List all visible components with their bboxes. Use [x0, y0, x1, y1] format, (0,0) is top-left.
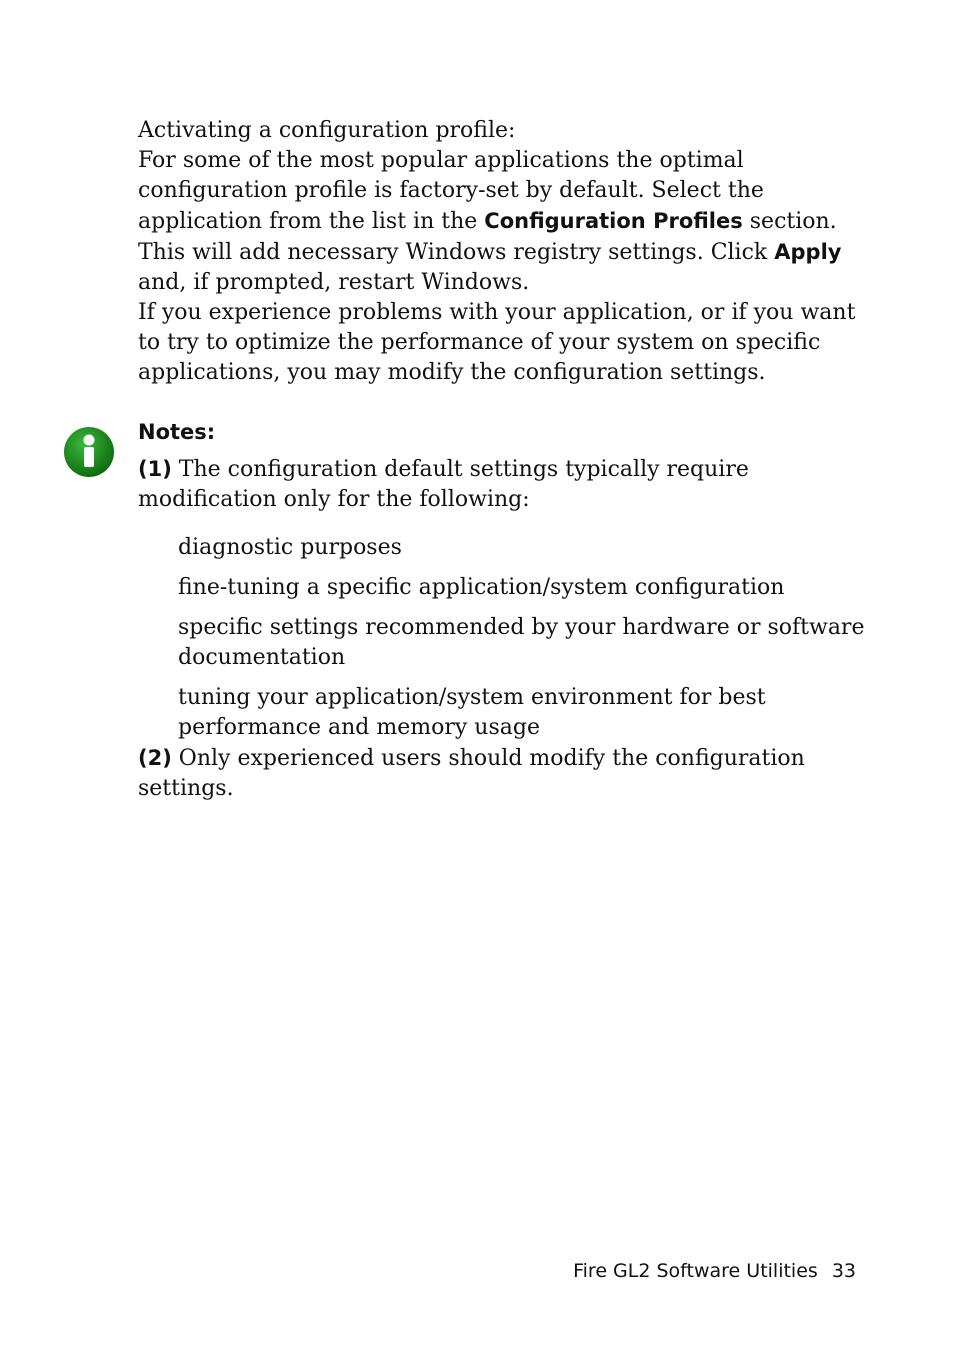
note-2	[138, 743, 868, 804]
body-text	[138, 116, 868, 388]
note-2-label: (2)	[138, 746, 172, 770]
footer-title: Fire GL2 Software Utilities	[573, 1260, 818, 1282]
info-icon	[63, 426, 115, 478]
list-item: specific settings recommended by your hardware or software documentation	[178, 615, 865, 670]
list-item: tuning your application/system environment for best performance and memory usage	[178, 685, 766, 740]
note-2-text: Only experienced users should modify the configuration settings.	[138, 746, 805, 801]
section-heading: Activating a configuration profile:	[138, 118, 516, 143]
configuration-profiles-term: Configuration Profiles	[484, 209, 743, 233]
notes-heading: Notes:	[138, 420, 216, 444]
page-footer	[573, 1260, 856, 1282]
paragraph-text: section. This will add necessary Windows registry settings. Click	[138, 209, 837, 265]
page-number: 33	[831, 1260, 856, 1282]
paragraph-profile-intro	[138, 146, 868, 298]
list-item: fine-tuning a specific application/system configuration	[178, 575, 785, 600]
note-1-text: The configuration default settings typically require modification only for the following:	[138, 457, 749, 512]
apply-term: Apply	[774, 240, 842, 264]
notes-list	[138, 533, 868, 743]
list-item: diagnostic purposes	[178, 535, 402, 560]
note-1-label: (1)	[138, 457, 172, 481]
note-1	[138, 454, 868, 515]
paragraph-modify-settings: If you experience problems with your application, or if you want to try to optimize the performance of your system on specific applications, you may modify the configuration settings.	[138, 300, 856, 385]
paragraph-text: and, if prompted, restart Windows.	[138, 270, 530, 295]
paragraph-text: For some of the most popular applications the optimal configuration profile is factory-set by default. Select the application from the list in the	[138, 148, 764, 234]
notes-block	[138, 416, 868, 804]
